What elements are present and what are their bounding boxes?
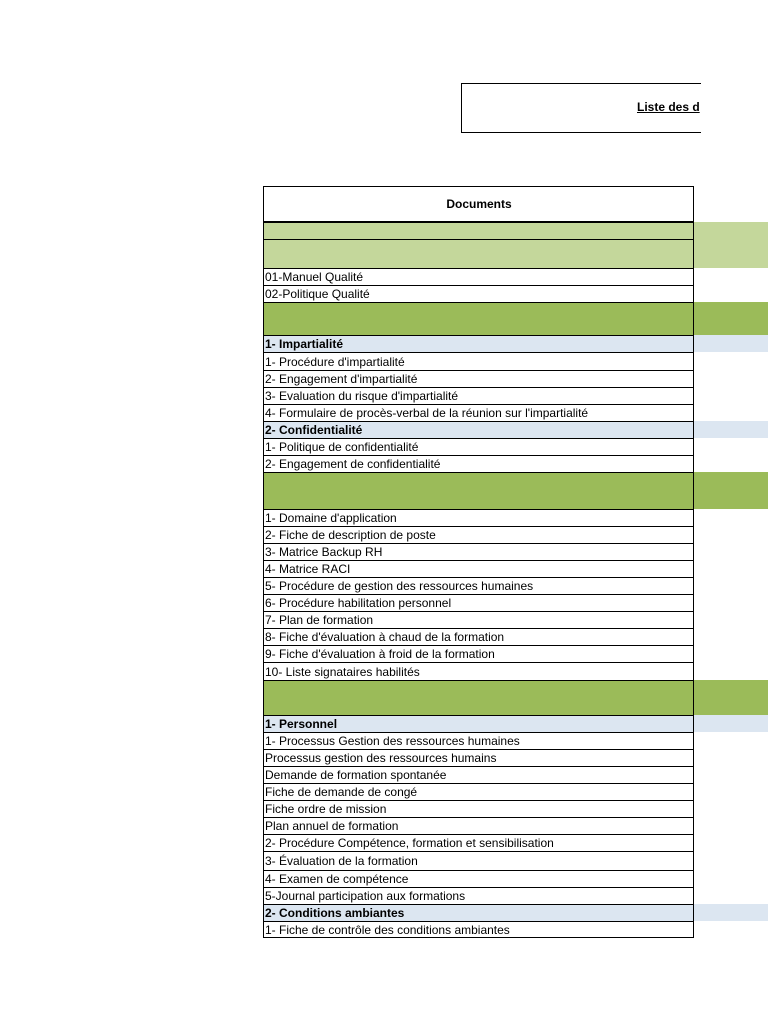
section-band	[263, 222, 768, 239]
table-row	[263, 387, 768, 404]
document-name: 3- Matrice Backup RH	[263, 543, 694, 560]
table-row	[263, 645, 768, 662]
document-name: 10- Liste signataires habilités	[263, 662, 694, 680]
document-name: 9- Fiche d'évaluation à froid de la formation	[263, 645, 694, 662]
document-name: 4- Examen de compétence	[263, 870, 694, 887]
table-row	[263, 800, 768, 817]
document-name: 4- Formulaire de procès-verbal de la réunion sur l'impartialité	[263, 404, 694, 421]
document-name: 3- Evaluation du risque d'impartialité	[263, 387, 694, 404]
document-name: 2- Engagement de confidentialité	[263, 455, 694, 472]
section-band	[263, 302, 768, 335]
document-name: 2- Procédure Compétence, formation et sensibilisation	[263, 834, 694, 851]
subsection-row	[263, 421, 768, 438]
table-row	[263, 732, 768, 749]
document-name: 4- Matrice RACI	[263, 560, 694, 577]
section-band-cell	[263, 222, 694, 239]
table-row	[263, 543, 768, 560]
document-name: 2- Engagement d'impartialité	[263, 370, 694, 387]
document-name: 02-Politique Qualité	[263, 285, 694, 302]
table-row	[263, 834, 768, 851]
document-title: Liste des d	[637, 100, 700, 114]
table-row	[263, 404, 768, 421]
document-name: 5- Procédure de gestion des ressources humaines	[263, 577, 694, 594]
document-name: 7- Plan de formation	[263, 611, 694, 628]
document-name: Plan annuel de formation	[263, 817, 694, 834]
table-row	[263, 509, 768, 526]
table-row	[263, 921, 768, 938]
document-name: 1- Fiche de contrôle des conditions ambiantes	[263, 921, 694, 938]
table-row	[263, 455, 768, 472]
table-row	[263, 438, 768, 455]
document-name: 1- Processus Gestion des ressources humaines	[263, 732, 694, 749]
section-band	[263, 239, 768, 268]
document-name: 1- Politique de confidentialité	[263, 438, 694, 455]
subsection-label: 2- Conditions ambiantes	[263, 904, 694, 921]
subsection-row	[263, 335, 768, 352]
table-row	[263, 594, 768, 611]
title-box	[461, 83, 701, 133]
document-name: Fiche de demande de congé	[263, 783, 694, 800]
table-row	[263, 611, 768, 628]
section-band-cell	[263, 302, 694, 335]
table-row	[263, 662, 768, 680]
table-header	[263, 186, 768, 222]
subsection-label: 1- Personnel	[263, 715, 694, 732]
document-name: Processus gestion des ressources humains	[263, 749, 694, 766]
section-band-cell	[263, 680, 694, 715]
table-row	[263, 749, 768, 766]
document-name: 6- Procédure habilitation personnel	[263, 594, 694, 611]
table-row	[263, 352, 768, 370]
document-name: 01-Manuel Qualité	[263, 268, 694, 285]
subsection-label: 1- Impartialité	[263, 335, 694, 352]
header-documents: Documents	[263, 186, 694, 222]
table-row	[263, 577, 768, 594]
document-name: 8- Fiche d'évaluation à chaud de la formation	[263, 628, 694, 645]
document-name: 2- Fiche de description de poste	[263, 526, 694, 543]
table-row	[263, 628, 768, 645]
section-band	[263, 472, 768, 509]
section-band-cell	[263, 472, 694, 509]
section-band-cell	[263, 239, 694, 268]
document-name: Demande de formation spontanée	[263, 766, 694, 783]
subsection-row	[263, 715, 768, 732]
table-row	[263, 887, 768, 904]
table-row	[263, 817, 768, 834]
table-row	[263, 766, 768, 783]
table-row	[263, 560, 768, 577]
table-row	[263, 268, 768, 285]
document-name: Fiche ordre de mission	[263, 800, 694, 817]
document-name: 1- Domaine d'application	[263, 509, 694, 526]
table-row	[263, 285, 768, 302]
document-name: 1- Procédure d'impartialité	[263, 352, 694, 370]
table-row	[263, 870, 768, 887]
subsection-label: 2- Confidentialité	[263, 421, 694, 438]
table-row	[263, 526, 768, 543]
table-row	[263, 851, 768, 870]
table-row	[263, 783, 768, 800]
document-name: 3- Évaluation de la formation	[263, 851, 694, 870]
table-row	[263, 370, 768, 387]
document-name: 5-Journal participation aux formations	[263, 887, 694, 904]
subsection-row	[263, 904, 768, 921]
section-band	[263, 680, 768, 715]
